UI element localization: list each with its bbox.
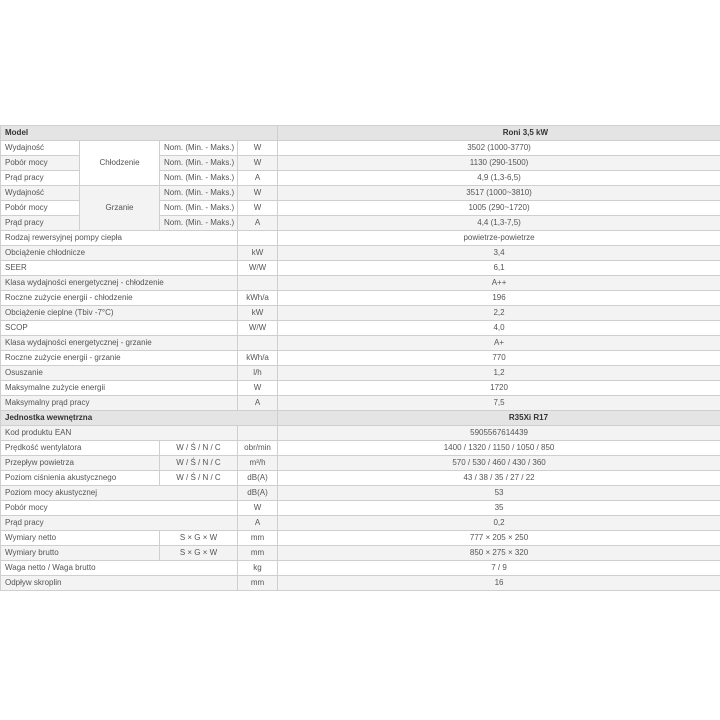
row-value: 6,1 (278, 261, 720, 276)
row-condition: Nom. (Min. - Maks.) (160, 216, 238, 231)
row-value: 35 (278, 501, 720, 516)
indoor-row (1, 471, 720, 486)
indoor-row (1, 531, 720, 546)
indoor-row (1, 501, 720, 516)
heating-group-label: Grzanie (80, 186, 160, 231)
row-label: Odpływ skroplin (1, 576, 238, 591)
row-label: Wymiary netto (1, 531, 160, 546)
row-value: 777 × 205 × 250 (278, 531, 720, 546)
spec-table-body (1, 126, 720, 591)
spec-row (1, 366, 720, 381)
row-condition: S × G × W (160, 531, 238, 546)
row-value: 43 / 38 / 35 / 27 / 22 (278, 471, 720, 486)
row-value: 1720 (278, 381, 720, 396)
row-label: Rodzaj rewersyjnej pompy ciepła (1, 231, 238, 246)
indoor-row (1, 516, 720, 531)
row-value: A++ (278, 276, 720, 291)
row-unit: mm (238, 576, 278, 591)
row-label: Pobór mocy (1, 156, 80, 171)
row-unit: W (238, 381, 278, 396)
row-value: 4,4 (1,3-7,5) (278, 216, 720, 231)
indoor-row (1, 486, 720, 501)
spec-row (1, 246, 720, 261)
row-condition: W / Ś / N / C (160, 441, 238, 456)
spec-row (1, 396, 720, 411)
row-label: Maksymalny prąd pracy (1, 396, 238, 411)
row-value: 570 / 530 / 460 / 430 / 360 (278, 456, 720, 471)
cooling-row (1, 141, 720, 156)
row-unit: W (238, 501, 278, 516)
row-unit: mm (238, 546, 278, 561)
row-unit (238, 426, 278, 441)
row-value: 7 / 9 (278, 561, 720, 576)
row-unit: mm (238, 531, 278, 546)
row-label: Prędkość wentylatora (1, 441, 160, 456)
row-unit: kW (238, 246, 278, 261)
row-value: 53 (278, 486, 720, 501)
row-value: 7,5 (278, 396, 720, 411)
row-label: Wydajność (1, 186, 80, 201)
row-label: Osuszanie (1, 366, 238, 381)
row-unit: A (238, 396, 278, 411)
row-unit: m³/h (238, 456, 278, 471)
row-label: Prąd pracy (1, 216, 80, 231)
row-label: Obciążenie chłodnicze (1, 246, 238, 261)
row-condition: Nom. (Min. - Maks.) (160, 186, 238, 201)
indoor-row (1, 546, 720, 561)
cooling-group-label: Chłodzenie (80, 141, 160, 186)
row-unit: W (238, 201, 278, 216)
heating-row (1, 186, 720, 201)
model-header-row (1, 126, 720, 141)
row-value: 1400 / 1320 / 1150 / 1050 / 850 (278, 441, 720, 456)
row-label: Pobór mocy (1, 201, 80, 216)
row-value: 196 (278, 291, 720, 306)
row-value: 4,0 (278, 321, 720, 336)
row-label: Maksymalne zużycie energii (1, 381, 238, 396)
row-unit: obr/min (238, 441, 278, 456)
row-label: Klasa wydajności energetycznej - chłodzenie (1, 276, 238, 291)
row-unit: A (238, 171, 278, 186)
row-value: 16 (278, 576, 720, 591)
spec-row (1, 321, 720, 336)
indoor-row (1, 561, 720, 576)
row-unit: kWh/a (238, 291, 278, 306)
row-label: SEER (1, 261, 238, 276)
spec-row (1, 261, 720, 276)
row-unit: W/W (238, 261, 278, 276)
spec-row (1, 306, 720, 321)
row-condition: Nom. (Min. - Maks.) (160, 201, 238, 216)
row-unit: kW (238, 306, 278, 321)
row-label: Przepływ powietrza (1, 456, 160, 471)
row-condition: S × G × W (160, 546, 238, 561)
indoor-row (1, 456, 720, 471)
row-unit: dB(A) (238, 471, 278, 486)
row-unit (238, 231, 278, 246)
row-label: Wydajność (1, 141, 80, 156)
row-value: 770 (278, 351, 720, 366)
row-unit (238, 336, 278, 351)
row-value: A+ (278, 336, 720, 351)
row-value: 5905567614439 (278, 426, 720, 441)
row-label: Wymiary brutto (1, 546, 160, 561)
row-value: 850 × 275 × 320 (278, 546, 720, 561)
row-condition: W / Ś / N / C (160, 456, 238, 471)
spec-row (1, 291, 720, 306)
row-label: Waga netto / Waga brutto (1, 561, 238, 576)
row-label: Kod produktu EAN (1, 426, 238, 441)
row-value: 3502 (1000-3770) (278, 141, 720, 156)
spec-table-container (0, 125, 720, 591)
row-value: powietrze-powietrze (278, 231, 720, 246)
row-label: Klasa wydajności energetycznej - grzanie (1, 336, 238, 351)
spec-table (0, 125, 720, 591)
row-label: Poziom ciśnienia akustycznego (1, 471, 160, 486)
indoor-model-name: R35Xi R17 (278, 411, 720, 426)
row-value: 0,2 (278, 516, 720, 531)
indoor-row (1, 426, 720, 441)
row-value: 2,2 (278, 306, 720, 321)
row-value: 3,4 (278, 246, 720, 261)
indoor-row (1, 576, 720, 591)
row-label: Poziom mocy akustycznej (1, 486, 238, 501)
row-value: 1,2 (278, 366, 720, 381)
row-unit: A (238, 216, 278, 231)
spec-row (1, 231, 720, 246)
spec-row (1, 276, 720, 291)
row-unit: l/h (238, 366, 278, 381)
spec-row (1, 351, 720, 366)
row-label: Obciążenie cieplne (Tbiv -7°C) (1, 306, 238, 321)
row-unit (238, 276, 278, 291)
spec-row (1, 381, 720, 396)
row-label: Roczne zużycie energii - chłodzenie (1, 291, 238, 306)
row-value: 3517 (1000~3810) (278, 186, 720, 201)
model-name: Roni 3,5 kW (278, 126, 720, 141)
row-unit: W (238, 156, 278, 171)
row-condition: Nom. (Min. - Maks.) (160, 171, 238, 186)
row-value: 1005 (290~1720) (278, 201, 720, 216)
row-unit: kWh/a (238, 351, 278, 366)
row-unit: A (238, 516, 278, 531)
row-unit: kg (238, 561, 278, 576)
row-value: 1130 (290-1500) (278, 156, 720, 171)
row-condition: W / Ś / N / C (160, 471, 238, 486)
row-unit: W (238, 141, 278, 156)
row-value: 4,9 (1,3-6,5) (278, 171, 720, 186)
indoor-header-label: Jednostka wewnętrzna (1, 411, 278, 426)
row-unit: dB(A) (238, 486, 278, 501)
row-label: SCOP (1, 321, 238, 336)
row-condition: Nom. (Min. - Maks.) (160, 156, 238, 171)
row-label: Prąd pracy (1, 171, 80, 186)
row-condition: Nom. (Min. - Maks.) (160, 141, 238, 156)
spec-row (1, 336, 720, 351)
row-label: Prąd pracy (1, 516, 238, 531)
row-unit: W/W (238, 321, 278, 336)
model-header-label: Model (1, 126, 278, 141)
indoor-row (1, 441, 720, 456)
row-label: Pobór mocy (1, 501, 238, 516)
indoor-header-row (1, 411, 720, 426)
row-unit: W (238, 186, 278, 201)
row-label: Roczne zużycie energii - grzanie (1, 351, 238, 366)
